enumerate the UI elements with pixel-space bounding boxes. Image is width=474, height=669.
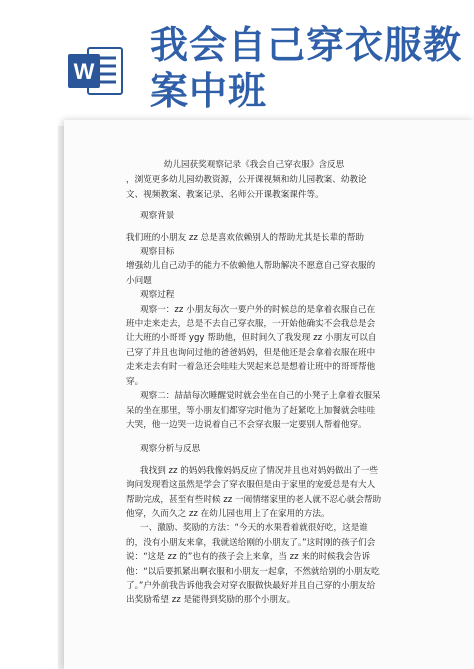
- goal-heading: 观察目标: [140, 247, 175, 258]
- observation-one: 观察一：zz 小朋友每次一要户外的时候总的是拿着衣服自己在班中走来走去，总是不去自己穿衣服，一开始他确实不会我总是会让大班的小哥哥 ygy 帮助他，但时间久了我发现 zz 小朋友可以自己穿了并且也询问过他的爸爸妈妈，但是他还是会拿着衣服在班中走来走去有时一着急还会哇哇大哭起来总是想着让班中的哥哥帮他穿。: [126, 304, 377, 387]
- background-text: 我们班的小朋友 zz 总是喜欢依赖别人的帮助尤其是长辈的帮助: [126, 232, 364, 243]
- background-heading: 观察背景: [140, 211, 175, 222]
- header-banner: [0, 0, 474, 118]
- word-document-icon: [66, 42, 124, 100]
- observation-two: 观察二：喆喆每次睡醒觉时就会坐在自己的小凳子上拿着衣服呆呆的坐在那里，等小朋友们都穿完时他为了赶紧吃上加餐就会哇哇大哭，他一边哭一边说着自己不会穿衣服一定要别人帮着他穿。: [126, 391, 381, 430]
- page-title: 我会自己穿衣服教案中班: [150, 23, 463, 113]
- analysis-text: 我找到 zz 的妈妈我像妈妈反应了情况并且也对妈妈做出了一些询问发现看这虽然是学会了穿衣服但是由于家里的宠爱总是有大人帮助完成，甚至有些时候 zz 一闹情绪家里的老人就不忍心就会帮助他穿，久而久之 zz 在幼儿园也用上了在家用的方法。: [126, 465, 382, 519]
- goal-text: 增强幼儿自己动手的能力不依赖他人帮助解决不愿意自己穿衣服的小问题: [126, 261, 376, 286]
- document-title: 幼儿园获奖观察记录《我会自己穿衣服》含反思: [163, 160, 345, 170]
- document-body: [126, 158, 382, 608]
- intro-paragraph: ，浏览更多幼儿园幼教资源，公开课视频和幼儿园教案、幼教论文、视频教案、教案记录、名师公开课教案课件等。: [126, 175, 367, 200]
- method-one: 一、激励、奖励的方法：“今天的水果看着就很好吃，这是谁的，没有小朋友来拿，我就送给刚的小朋友了。”这时刚的孩子们会说：“这是 zz 的”也有的孩子会上来拿，当 zz 来的时候我会告诉他：“以后要抓紧出啊衣服和小朋友一起拿，不然就给别的小朋友吃了。”户外前我告诉他我会对穿衣服做快最好并且自己穿的小朋友给出奖励希望 zz 是能得到奖励的那个小朋友。: [126, 523, 380, 606]
- word-logo-letter: W: [73, 59, 95, 84]
- process-heading: 观察过程: [140, 290, 175, 301]
- analysis-heading: 观察分析与反思: [140, 444, 201, 455]
